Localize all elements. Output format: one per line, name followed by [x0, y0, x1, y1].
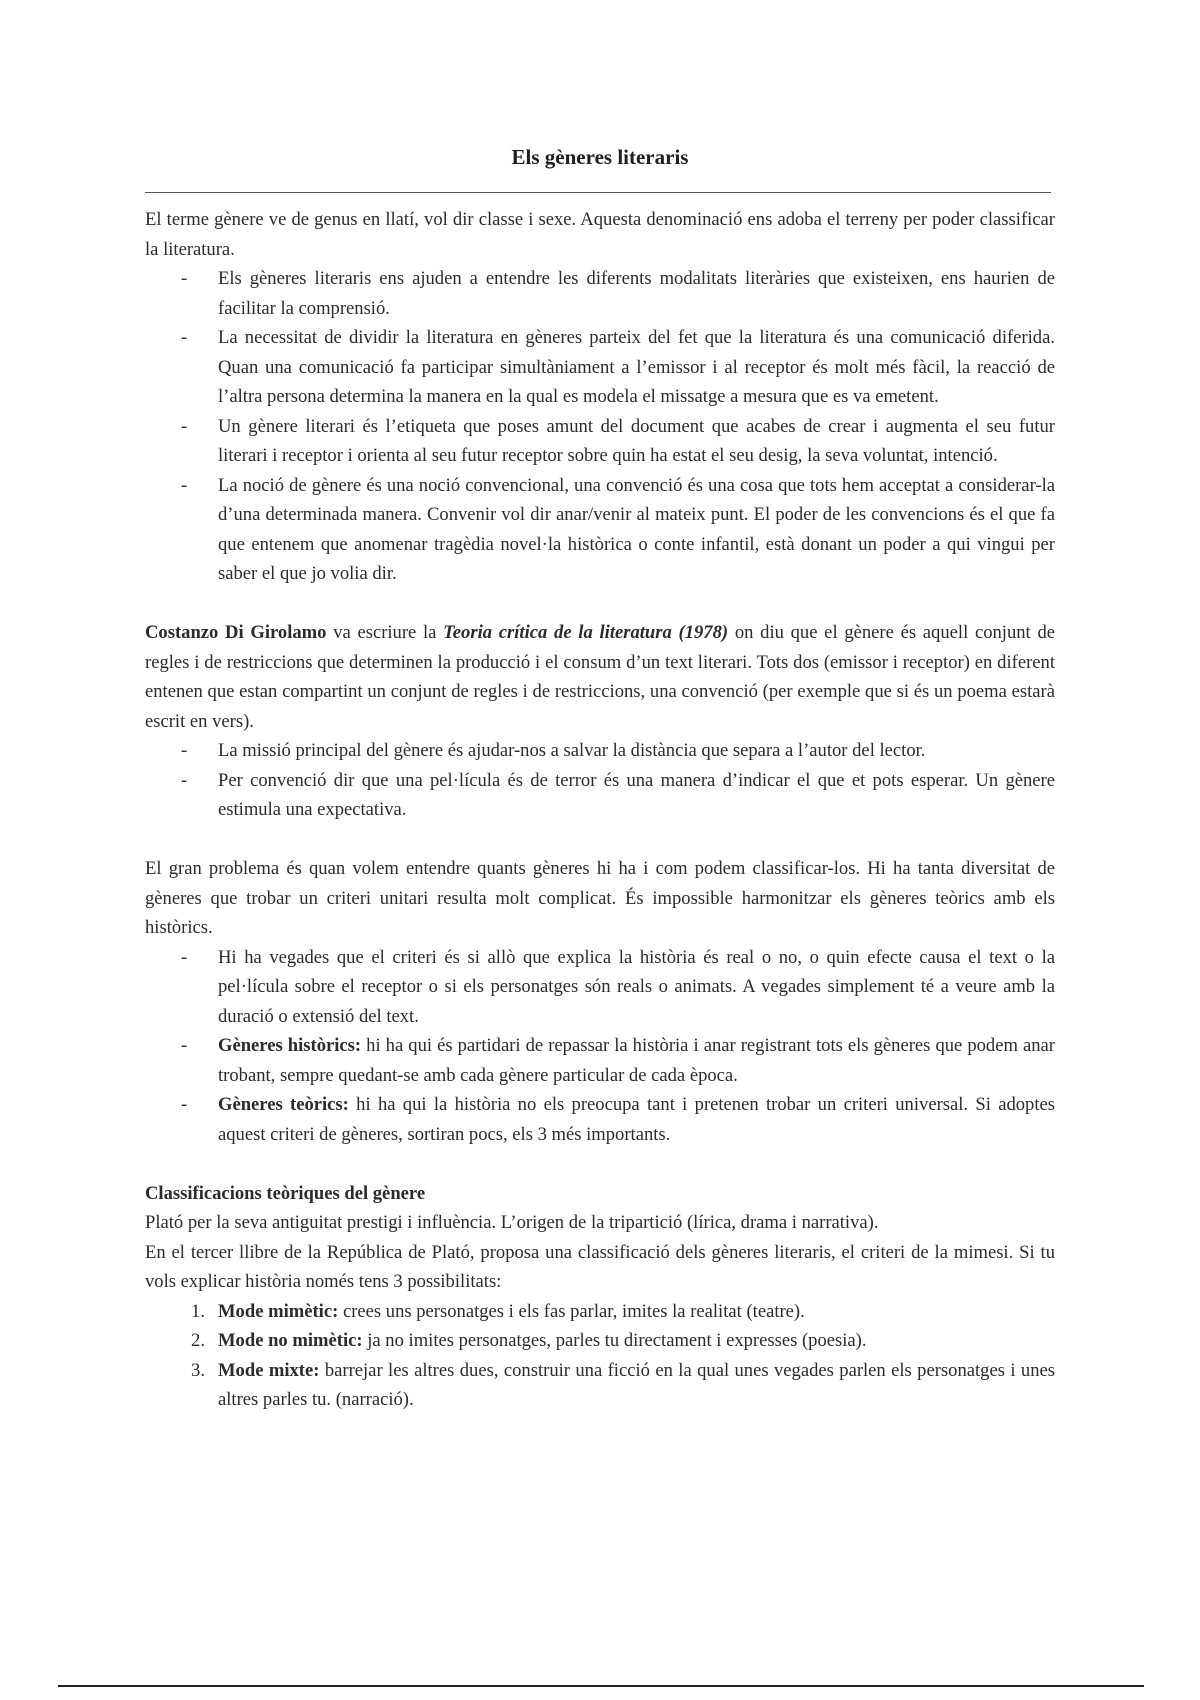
bullet-list-3	[145, 943, 1055, 1150]
dash-marker: -	[181, 1094, 188, 1115]
dash-marker: -	[181, 474, 188, 496]
paragraph-text: va escriure la	[326, 622, 444, 643]
intro-paragraph: El terme gènere ve de genus en llatí, vol dir classe i sexe. Aquesta denominació ens adoba el terreny per poder classificar la literatura.	[145, 209, 1055, 260]
list-item	[145, 1031, 1055, 1090]
footer-divider	[58, 1685, 1144, 1687]
list-item	[145, 943, 1055, 1032]
document-body	[145, 205, 1055, 1415]
list-item-text: Els gèneres literaris ens ajuden a entendre les diferents modalitats literàries que existeixen, ens haurien de facilitar la comprensió.	[218, 268, 1055, 319]
bullet-list-1	[145, 264, 1055, 589]
spacer	[145, 589, 1055, 619]
list-item-text: barrejar les altres dues, construir una ficció en la qual unes vegades parlen els personatges i unes altres parles tu. (narració).	[218, 1359, 1055, 1410]
list-item-text: hi ha qui la història no els preocupa tant i pretenen trobar un criteri universal. Si adoptes aquest criteri de gèneres, sortiran pocs, els 3 més importants.	[218, 1094, 1055, 1145]
spacer	[145, 825, 1055, 855]
list-item	[145, 1090, 1055, 1149]
list-item	[145, 264, 1055, 323]
list-number: 1.	[191, 1300, 205, 1322]
dash-marker: -	[181, 1035, 188, 1056]
list-item-text: La noció de gènere és una noció convencional, una convenció és una cosa que tots hem acceptat a considerar-la d’una determinada manera. Convenir vol dir anar/venir al mateix punt. El poder de les convencions és el que fa que entenem que anomenar tragèdia novel·la històrica o conte infantil, està donant un poder a qui vingui per saber el que jo volia dir.	[218, 474, 1055, 584]
title-underline	[145, 192, 1051, 193]
list-number: 2.	[191, 1330, 205, 1351]
paragraph-text: on diu que el gènere és aquell conjunt de regles i de restriccions que determinen la producció i el consum d’un text literari. Tots dos (emissor i receptor) en diferent entenen que estan compartint un conjunt de regles i de restriccions, una convenció (per exemple que si és un poema estarà escrit en vers).	[145, 622, 1055, 732]
list-item-text: Hi ha vegades que el criteri és si allò que explica la història és real o no, o quin efecte causa el text o la pel·lícula sobre el receptor o si els personatges són reals o animats. A vegades simplement té a veure amb la duració o extensió del text.	[218, 946, 1055, 1027]
list-item-text: La missió principal del gènere és ajudar-nos a salvar la distància que separa a l’autor del lector.	[218, 740, 926, 761]
dash-marker: -	[181, 268, 188, 289]
list-number: 3.	[191, 1359, 205, 1381]
list-item	[145, 1297, 1055, 1327]
list-item	[145, 1356, 1055, 1415]
list-item	[145, 412, 1055, 471]
list-item-text: crees uns personatges i els fas parlar, imites la realitat (teatre).	[338, 1300, 805, 1322]
list-item	[145, 323, 1055, 412]
republic-paragraph: En el tercer llibre de la República de Plató, proposa una classificació dels gèneres literaris, el criteri de la mimesi. Si tu vols explicar història només tens 3 possibilitats:	[145, 1241, 1055, 1292]
list-item-text: La necessitat de dividir la literatura en gèneres parteix del fet que la literatura és una comunicació diferida. Quan una comunicació fa participar simultàniament a l’emissor i al receptor és molt més fàcil, la reacció de l’altra persona determina la manera en la qual es modela el missatge a mesura que es va emetent.	[218, 327, 1055, 407]
dash-marker: -	[181, 769, 188, 791]
list-item	[145, 471, 1055, 589]
author-name: Costanzo Di Girolamo	[145, 622, 327, 643]
list-item-text: hi ha qui és partidari de repassar la història i anar registrant tots els gèneres que podem anar trobant, sempre quedant-se amb cada gènere particular de cada època.	[218, 1035, 1055, 1086]
dash-marker: -	[181, 415, 188, 437]
book-title: Teoria crítica de la literatura (1978)	[443, 622, 729, 643]
bullet-list-2	[145, 736, 1055, 825]
list-item	[145, 736, 1055, 766]
term-label: Gèneres històrics:	[218, 1035, 362, 1056]
list-item-text: ja no imites personatges, parles tu directament i expresses (poesia).	[362, 1330, 867, 1351]
dash-marker: -	[181, 740, 188, 761]
list-item	[145, 1326, 1055, 1356]
dash-marker: -	[181, 327, 188, 348]
page-title: Els gèneres literaris	[511, 145, 689, 169]
list-item-text: Un gènere literari és l’etiqueta que poses amunt del document que acabes de crear i augmenta el seu futur literari i receptor i orienta al seu futur receptor sobre quin ha estat el seu desig, la seva voluntat, intenció.	[218, 415, 1055, 466]
term-label: Gèneres teòrics:	[218, 1094, 349, 1115]
spacer	[145, 1149, 1055, 1179]
list-item-text: Per convenció dir que una pel·lícula és de terror és una manera d’indicar el que et pots esperar. Un gènere estimula una expectativa.	[218, 769, 1055, 820]
term-label: Mode mimètic:	[218, 1300, 339, 1322]
problem-paragraph: El gran problema és quan volem entendre quants gèneres hi ha i com podem classificar-los. Hi ha tanta diversitat de gèneres que trobar un criteri unitari resulta molt complicat. És impossible harmonitzar els gèneres teòrics amb els històrics.	[145, 858, 1055, 938]
dash-marker: -	[181, 946, 188, 968]
modes-list	[145, 1297, 1055, 1415]
term-label: Mode no mimètic:	[218, 1330, 363, 1351]
girolamo-paragraph	[145, 618, 1055, 736]
plato-line: Plató per la seva antiguitat prestigi i influència. L’origen de la tripartició (lírica, drama i narrativa).	[145, 1212, 879, 1233]
list-item	[145, 766, 1055, 825]
term-label: Mode mixte:	[218, 1359, 320, 1381]
section-heading: Classificacions teòriques del gènere	[145, 1182, 426, 1204]
